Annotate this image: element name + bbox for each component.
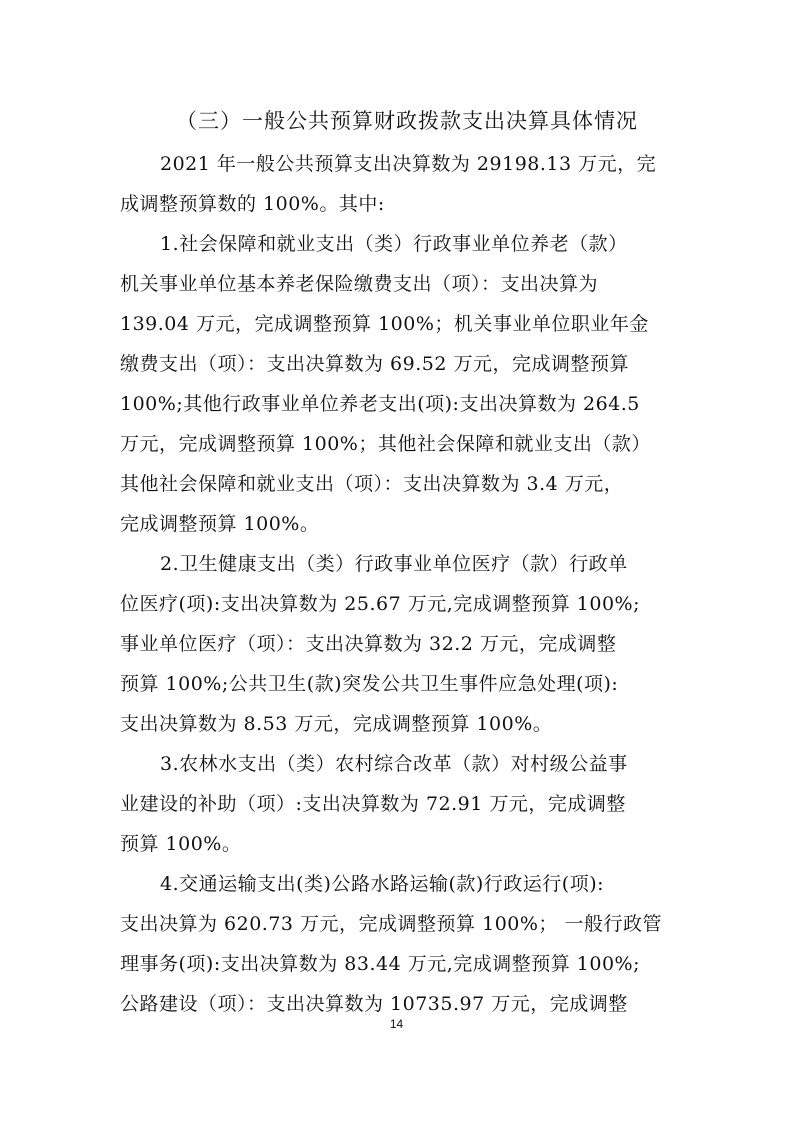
paragraph-line: 预算 100%。 [120,833,242,855]
paragraph-line: 理事务(项):支出决算数为 83.44 万元,完成调整预算 100%; [120,953,640,975]
paragraph-line: 公路建设（项）：支出决算数为 10735.97 万元，完成调整 [120,993,628,1015]
paragraph-line: 机关事业单位基本养老保险缴费支出（项）：支出决算为 [120,273,599,295]
paragraph-line: 预算 100%;公共卫生(款)突发公共卫生事件应急处理(项): [120,673,619,695]
paragraph-line: 2.卫生健康支出（类）行政事业单位医疗（款）行政单 [160,553,628,575]
paragraph-line: 支出决算为 620.73 万元，完成调整预算 100%； 一般行政管 [120,913,662,935]
paragraph-line: 事业单位医疗（项）：支出决算数为 32.2 万元，完成调整 [120,633,617,655]
paragraph-line: 其他社会保障和就业支出（项）：支出决算数为 3.4 万元， [120,473,624,495]
paragraph-line: 139.04 万元，完成调整预算 100%；机关事业单位职业年金 [120,313,649,335]
section-heading: （三）一般公共预算财政拨款支出决算具体情况 [176,109,638,133]
paragraph-line: 100%;其他行政事业单位养老支出(项):支出决算数为 264.5 [120,393,640,415]
paragraph-line: 位医疗(项):支出决算数为 25.67 万元,完成调整预算 100%; [120,593,640,615]
paragraph-line: 1.社会保障和就业支出（类）行政事业单位养老（款） [160,233,628,255]
paragraph-line: 缴费支出（项）：支出决算数为 69.52 万元，完成调整预算 [120,353,629,375]
paragraph-line: 4.交通运输支出(类)公路水路运输(款)行政运行(项): [160,873,605,895]
paragraph-line: 成调整预算数的 100%。其中: [120,193,385,215]
paragraph-line: 2021 年一般公共预算支出决算数为 29198.13 万元，完 [160,153,657,175]
paragraph-line: 3.农林水支出（类）农村综合改革（款）对村级公益事 [160,753,628,775]
paragraph-line: 完成调整预算 100%。 [120,513,320,535]
paragraph-line: 万元，完成调整预算 100%；其他社会保障和就业支出（款） [120,433,651,455]
paragraph-line: 业建设的补助（项）:支出决算数为 72.91 万元，完成调整 [120,793,626,815]
paragraph-line: 支出决算数为 8.53 万元，完成调整预算 100%。 [120,713,553,735]
page-number: 14 [389,1017,404,1031]
